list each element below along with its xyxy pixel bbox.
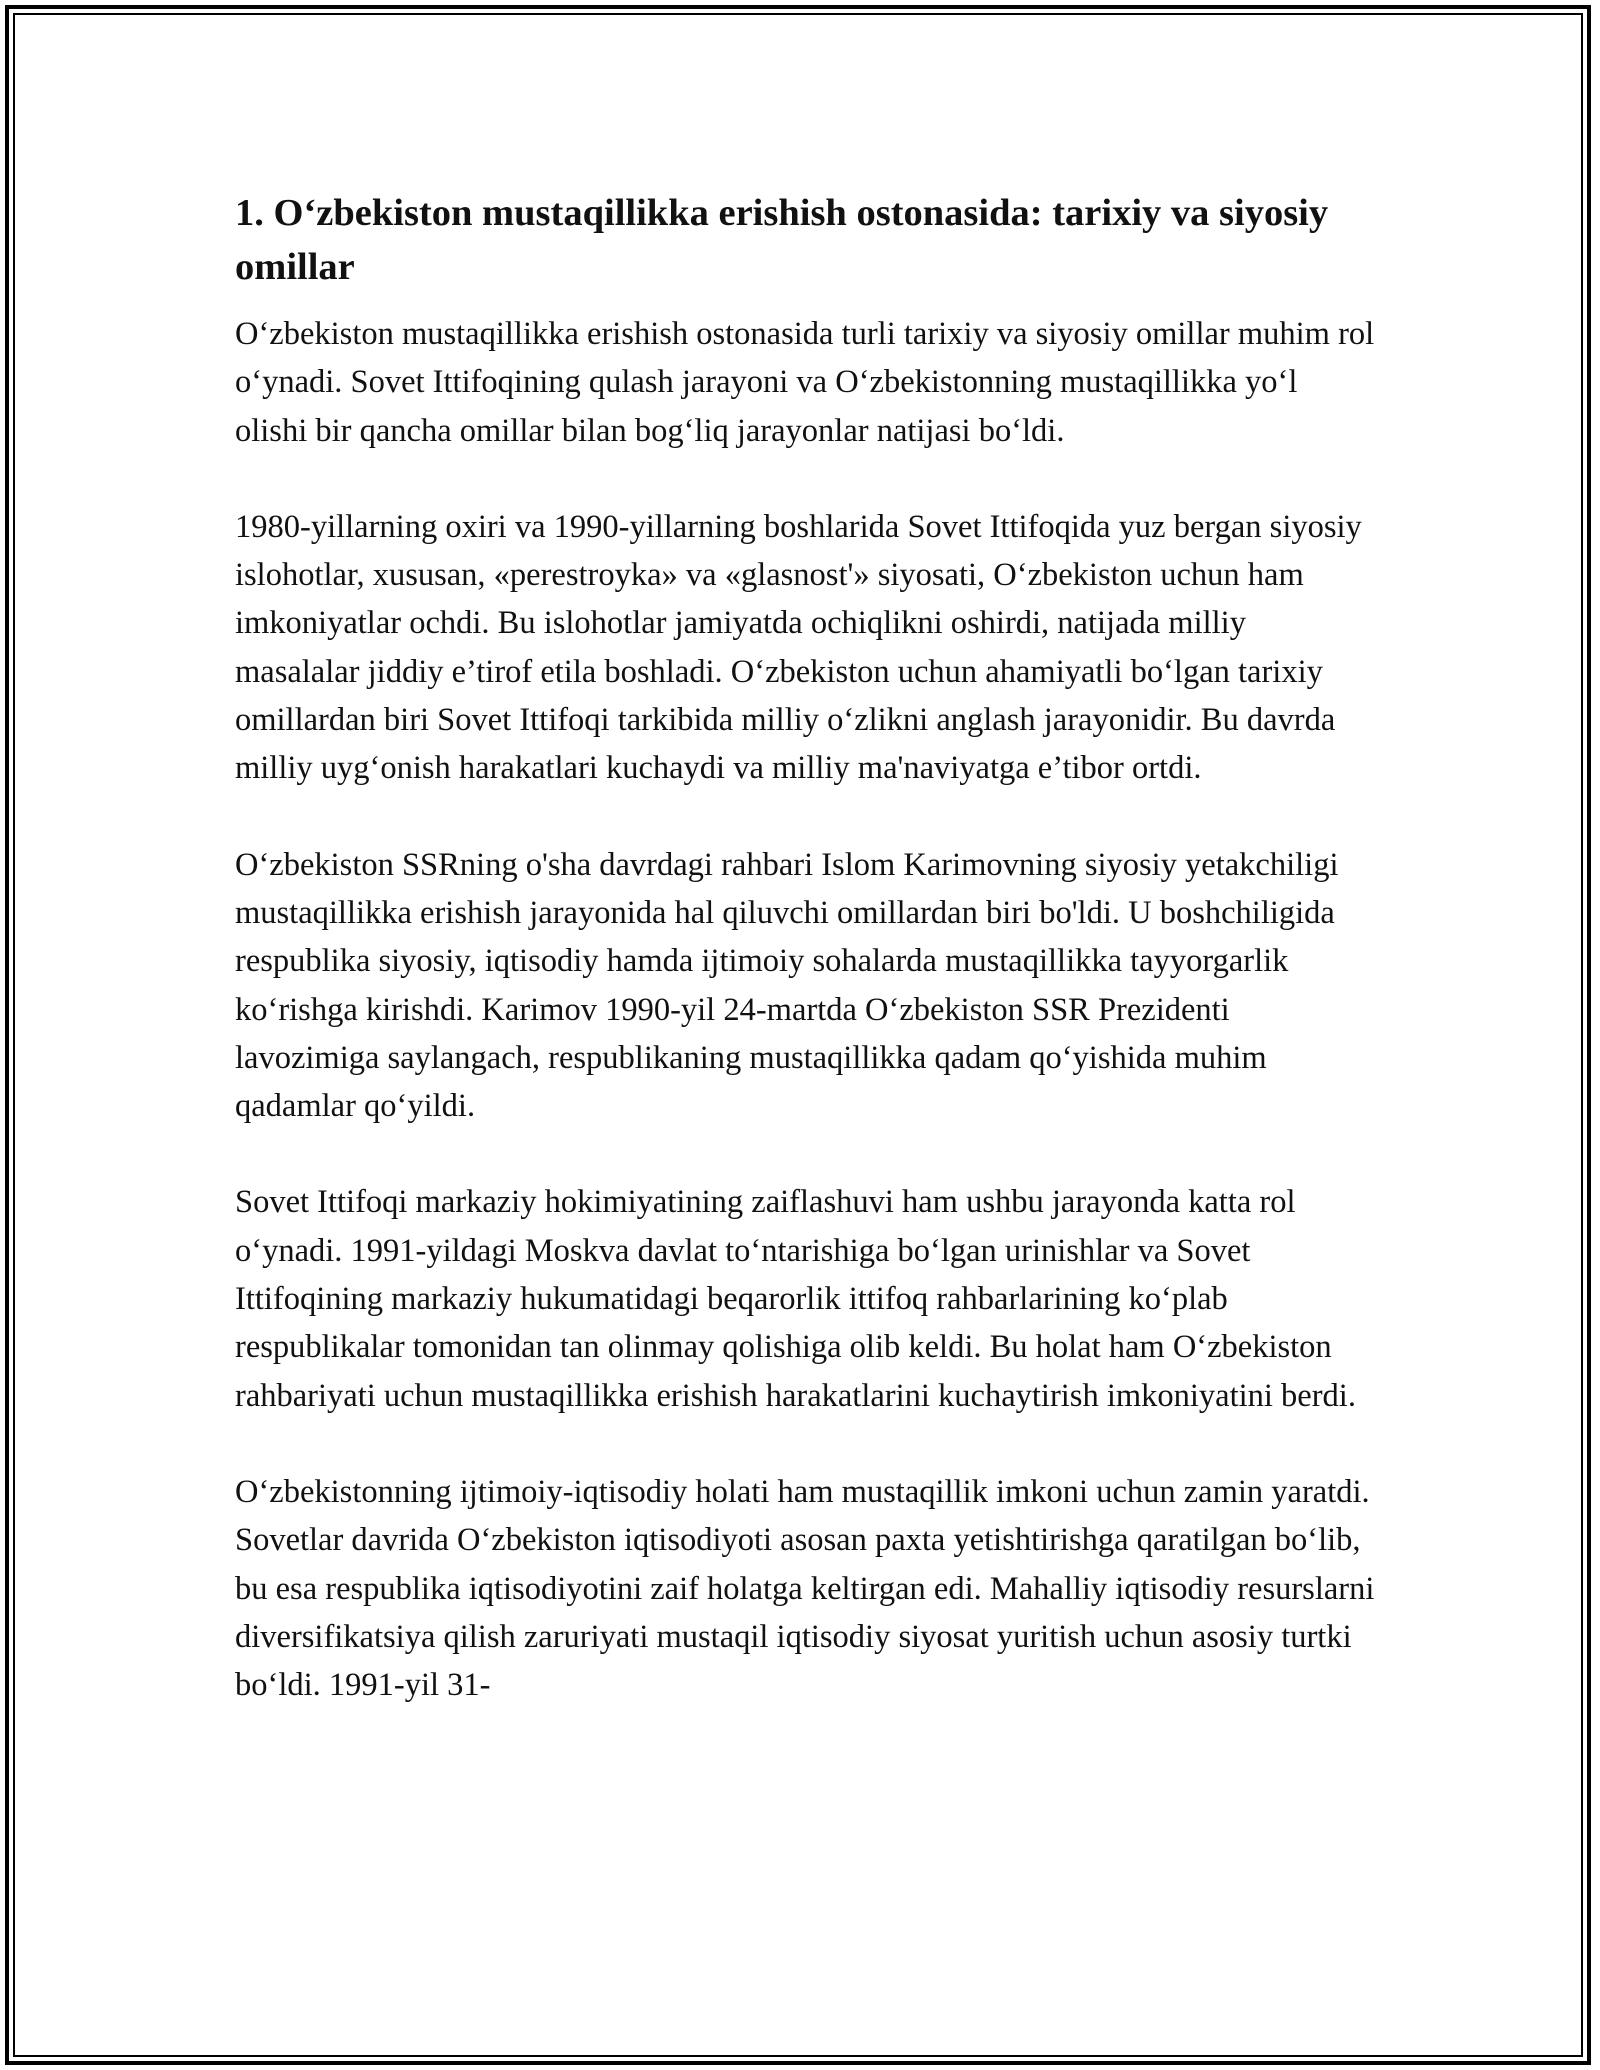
document-body [235, 186, 1375, 1757]
section-heading: 1. O‘zbekiston mustaqillikka erishish ostonasida: tarixiy va siyosiy omillar [235, 192, 1329, 288]
paragraph-2: 1980-yillarning oxiri va 1990-yillarning boshlarida Sovet Ittifoqida yuz bergan siyosiy islohotlar, xususan, «perestroyka» va «glasnost'» siyosati, O‘zbekiston uchun ham imkoniyatlar ochdi. Bu islohotlar jamiyatda ochiqlikni oshirdi, natijada milliy masalalar jiddiy e’tirof etila boshladi. O‘zbekiston uchun ahamiyatli bo‘lgan tarixiy omillardan biri Sovet Ittifoqi tarkibida milliy o‘zlikni anglash jarayonidir. Bu davrda milliy uyg‘onish harakatlari kuchaydi va milliy ma'naviyatga e’tibor ortdi. [235, 508, 1362, 787]
paragraph-3: O‘zbekiston SSRning o'sha davrdagi rahbari Islom Karimovning siyosiy yetakchiligi mustaqillikka erishish jarayonida hal qiluvchi omillardan biri bo'ldi. U boshchiligida respublika siyosiy, iqtisodiy hamda ijtimoiy sohalarda mustaqillikka tayyorgarlik ko‘rishga kirishdi. Karimov 1990-yil 24-martda O‘zbekiston SSR Prezidenti lavozimiga saylangach, respublikaning mustaqillikka qadam qo‘yishida muhim qadamlar qo‘yildi. [235, 846, 1339, 1125]
paragraph-4: Sovet Ittifoqi markaziy hokimiyatining zaiflashuvi ham ushbu jarayonda katta rol o‘ynadi. 1991-yildagi Moskva davlat to‘ntarishiga bo‘lgan urinishlar va Sovet Ittifoqining markaziy hukumatidagi beqarorlik ittifoq rahbarlarining ko‘plab respublikalar tomonidan tan olinmay qolishiga olib keldi. Bu holat ham O‘zbekiston rahbariyati uchun mustaqillikka erishish harakatlarini kuchaytirish imkoniyatini berdi. [235, 1184, 1356, 1414]
paragraph-1: O‘zbekiston mustaqillikka erishish ostonasida turli tarixiy va siyosiy omillar muhim rol o‘ynadi. Sovet Ittifoqining qulash jarayoni va O‘zbekistonning mustaqillikka yo‘l olishi bir qancha omillar bilan bog‘liq jarayonlar natijasi bo‘ldi. [235, 316, 1375, 449]
paragraph-5: O‘zbekistonning ijtimoiy-iqtisodiy holati ham mustaqillik imkoni uchun zamin yaratdi. Sovetlar davrida O‘zbekiston iqtisodiyoti asosan paxta yetishtirishga qaratilgan bo‘lib, bu esa respublika iqtisodiyotini zaif holatga keltirgan edi. Mahalliy iqtisodiy resurslarni diversifikatsiya qilish zaruriyati mustaqil iqtisodiy siyosat yuritish uchun asosiy turtki bo‘ldi. 1991-yil 31- [235, 1473, 1375, 1704]
